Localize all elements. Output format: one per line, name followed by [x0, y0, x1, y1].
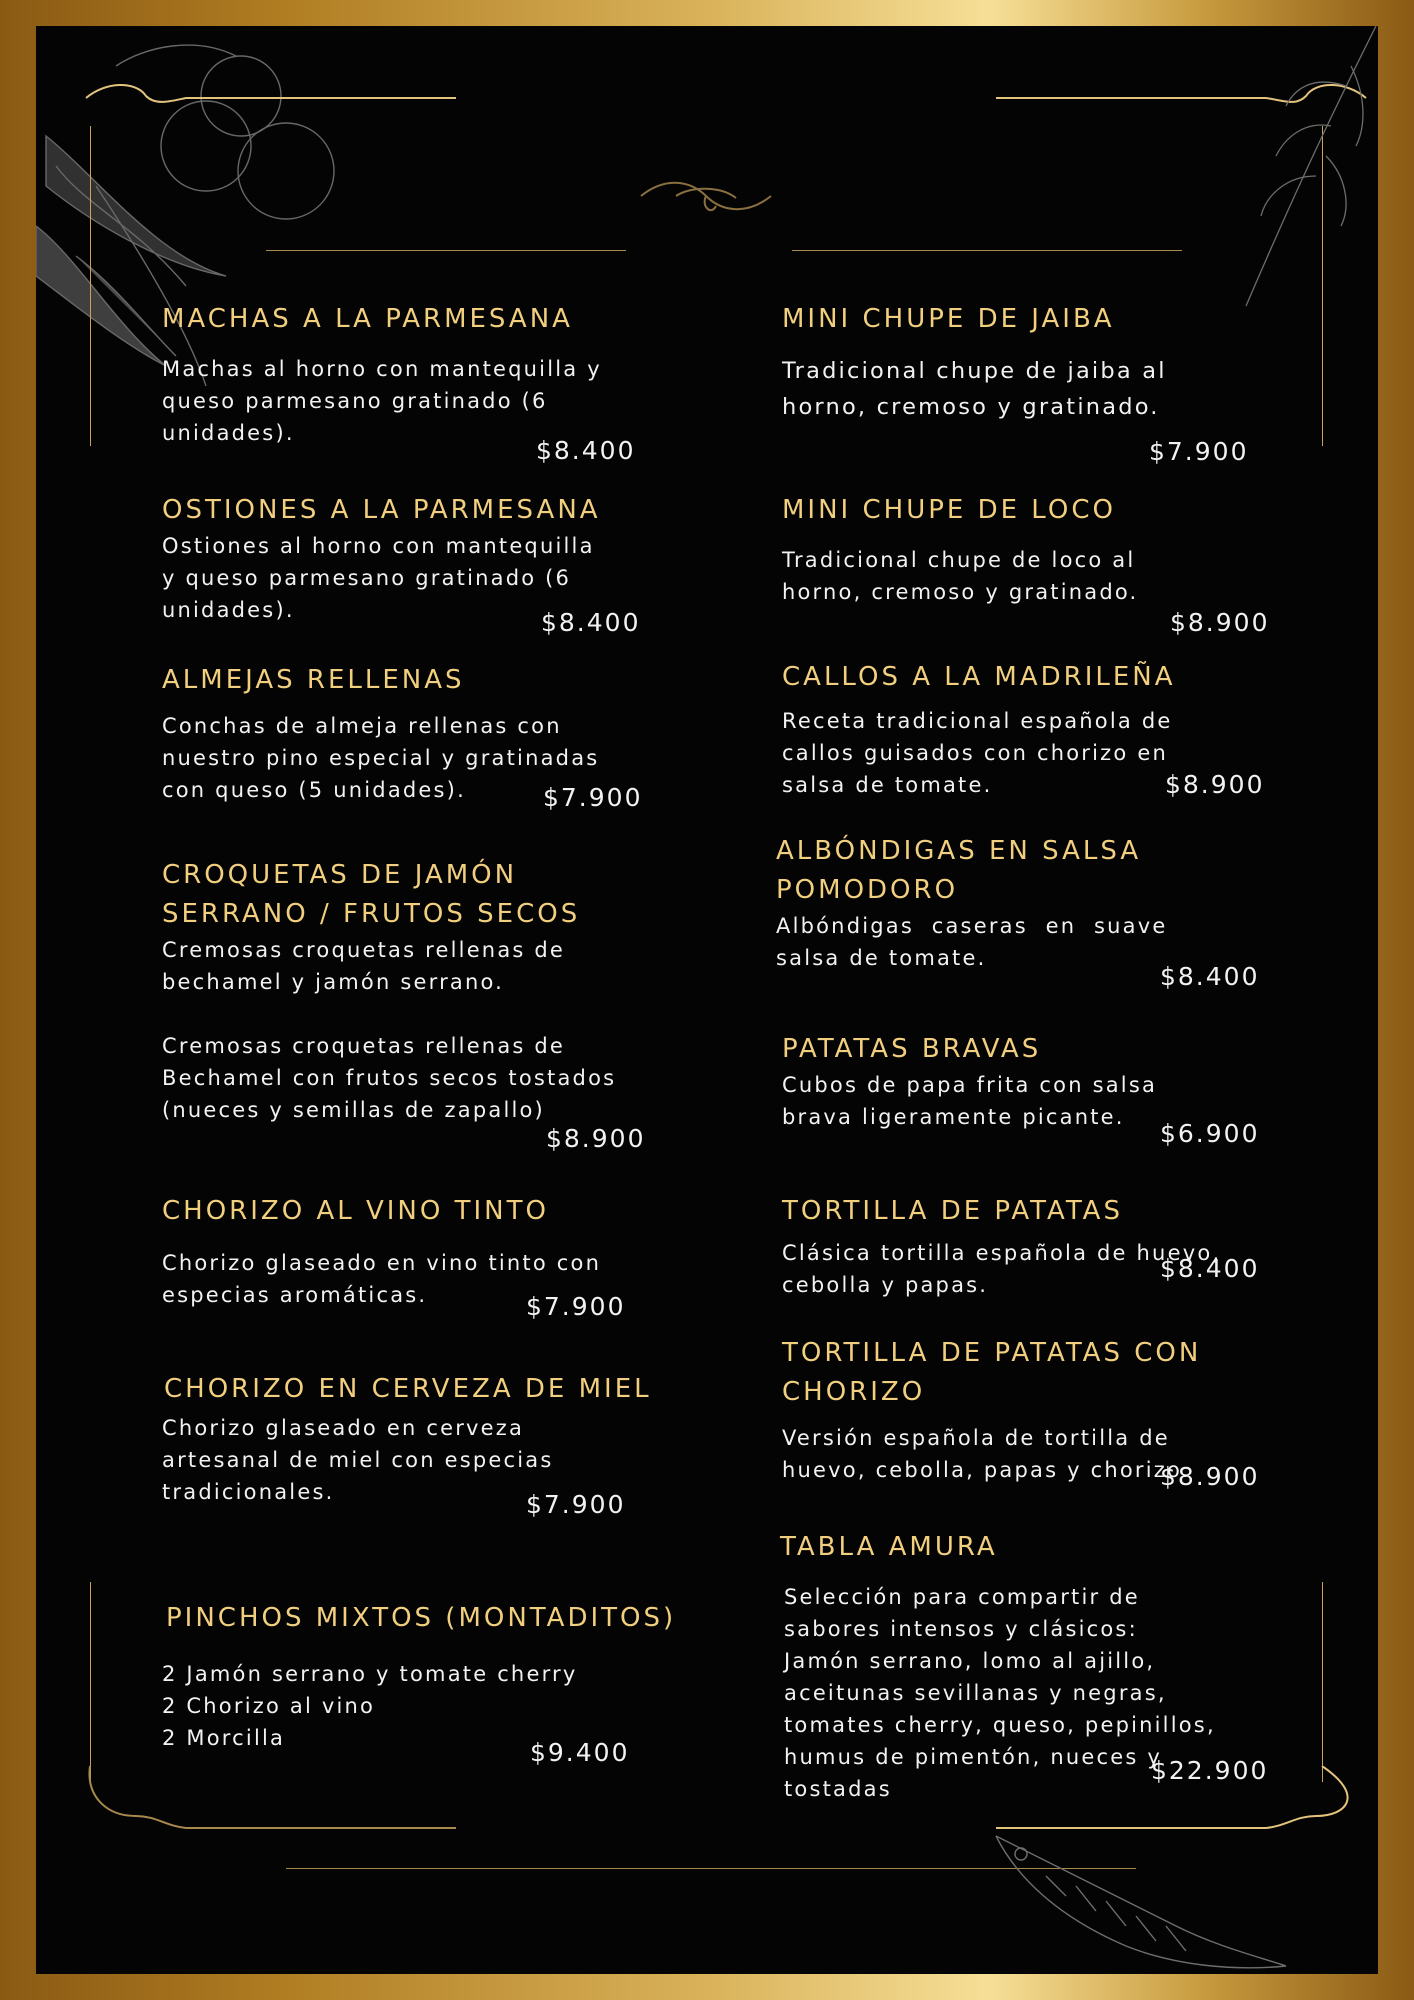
item-price: $8.400	[536, 436, 636, 465]
item-title: OSTIONES A LA PARMESANA	[162, 495, 601, 525]
item-title: PINCHOS MIXTOS (MONTADITOS)	[166, 1603, 677, 1633]
item-description: Clásica tortilla española de huevo, cebolla y papas.	[782, 1241, 1222, 1297]
item-description: Tradicional chupe de jaiba al horno, cremoso y gratinado.	[782, 358, 1167, 420]
menu-item	[162, 491, 682, 626]
item-price: $6.900	[1160, 1119, 1260, 1148]
item-price: $7.900	[543, 783, 643, 812]
ornament-corner-top-left	[76, 76, 456, 116]
item-description: Versión española de tortilla de huevo, cebolla, papas y chorizo.	[782, 1426, 1191, 1482]
item-title: TABLA AMURA	[780, 1532, 998, 1562]
item-description: Receta tradicional española de callos guisados con chorizo en salsa de tomate.	[782, 709, 1173, 797]
item-title: MINI CHUPE DE JAIBA	[782, 304, 1115, 334]
menu-item	[162, 1599, 726, 1754]
item-title: CROQUETAS DE JAMÓN SERRANO / FRUTOS SECOS	[162, 860, 581, 929]
item-price: $8.900	[1170, 608, 1270, 637]
item-price: $8.400	[1160, 962, 1260, 991]
item-title: CHORIZO AL VINO TINTO	[162, 1196, 549, 1226]
ornament-corner-bottom-left	[76, 1766, 456, 1846]
item-title: MINI CHUPE DE LOCO	[782, 495, 1116, 525]
item-description: Conchas de almeja rellenas con nuestro pino especial y gratinadas con queso (5 unidades).	[162, 714, 600, 802]
frame-line-right-bottom	[1322, 1582, 1323, 1782]
menu-item	[162, 300, 682, 449]
divider-top-left	[266, 250, 626, 251]
item-description: Chorizo glaseado en cerveza artesanal de miel con especias tradicionales.	[162, 1416, 554, 1504]
item-title: TORTILLA DE PATATAS CON CHORIZO	[782, 1338, 1202, 1407]
fish-illustration	[976, 1816, 1296, 1974]
frame-line-left-bottom	[90, 1582, 91, 1782]
frame-line-left-top	[90, 126, 91, 446]
item-title: ALBÓNDIGAS EN SALSA POMODORO	[776, 836, 1142, 905]
menu-panel	[36, 26, 1378, 1974]
item-description: Tradicional chupe de loco al horno, cremoso y gratinado.	[782, 548, 1139, 604]
divider-top-right	[792, 250, 1182, 251]
item-price: $7.900	[526, 1292, 626, 1321]
item-description: 2 Jamón serrano y tomate cherry 2 Chorizo al vino 2 Morcilla	[162, 1662, 578, 1750]
item-description: Chorizo glaseado en vino tinto con especias aromáticas.	[162, 1251, 602, 1307]
item-description: Albóndigas caseras en suave salsa de tomate.	[776, 914, 1168, 970]
item-description: Machas al horno con mantequilla y queso parmesano gratinado (6 unidades).	[162, 357, 602, 445]
item-description: Selección para compartir de sabores intensos y clásicos: Jamón serrano, lomo al ajillo, aceitunas sevillanas y negras, tomates cherry, queso, pepinillos, humus de pimentón, nueces y tostadas	[784, 1585, 1216, 1801]
item-price: $8.900	[1160, 1462, 1260, 1491]
item-title: TORTILLA DE PATATAS	[782, 1196, 1123, 1226]
menu-item	[782, 491, 1302, 608]
item-description: Cubos de papa frita con salsa brava ligeramente picante.	[782, 1073, 1158, 1129]
item-price: $7.900	[1149, 437, 1249, 466]
item-description: Ostiones al horno con mantequilla y queso parmesano gratinado (6 unidades).	[162, 534, 595, 622]
item-price: $8.400	[1160, 1254, 1260, 1283]
item-title: CHORIZO EN CERVEZA DE MIEL	[164, 1374, 652, 1404]
menu-item	[782, 300, 1302, 425]
item-price: $22.900	[1151, 1756, 1269, 1785]
item-price: $9.400	[530, 1738, 630, 1767]
flourish-ornament	[636, 166, 776, 226]
menu-item	[782, 1030, 1302, 1133]
menu-item	[776, 832, 1316, 974]
item-description: Cremosas croquetas rellenas de bechamel y jamón serrano. Cremosas croquetas rellenas de Bechamel con frutos secos tostados (nueces y semillas de zapallo)	[162, 938, 617, 1122]
item-price: $7.900	[526, 1490, 626, 1519]
item-title: PATATAS BRAVAS	[782, 1034, 1042, 1064]
item-title: ALMEJAS RELLENAS	[162, 665, 465, 695]
item-title: MACHAS A LA PARMESANA	[162, 304, 573, 334]
menu-item	[162, 856, 682, 1126]
item-price: $8.900	[1165, 770, 1265, 799]
olive-branch-illustration-top-right	[1226, 26, 1378, 326]
item-price: $8.900	[546, 1124, 646, 1153]
item-price: $8.400	[541, 608, 641, 637]
menu-item	[164, 1370, 684, 1508]
item-title: CALLOS A LA MADRILEÑA	[782, 662, 1176, 692]
menu-item	[782, 1192, 1322, 1301]
